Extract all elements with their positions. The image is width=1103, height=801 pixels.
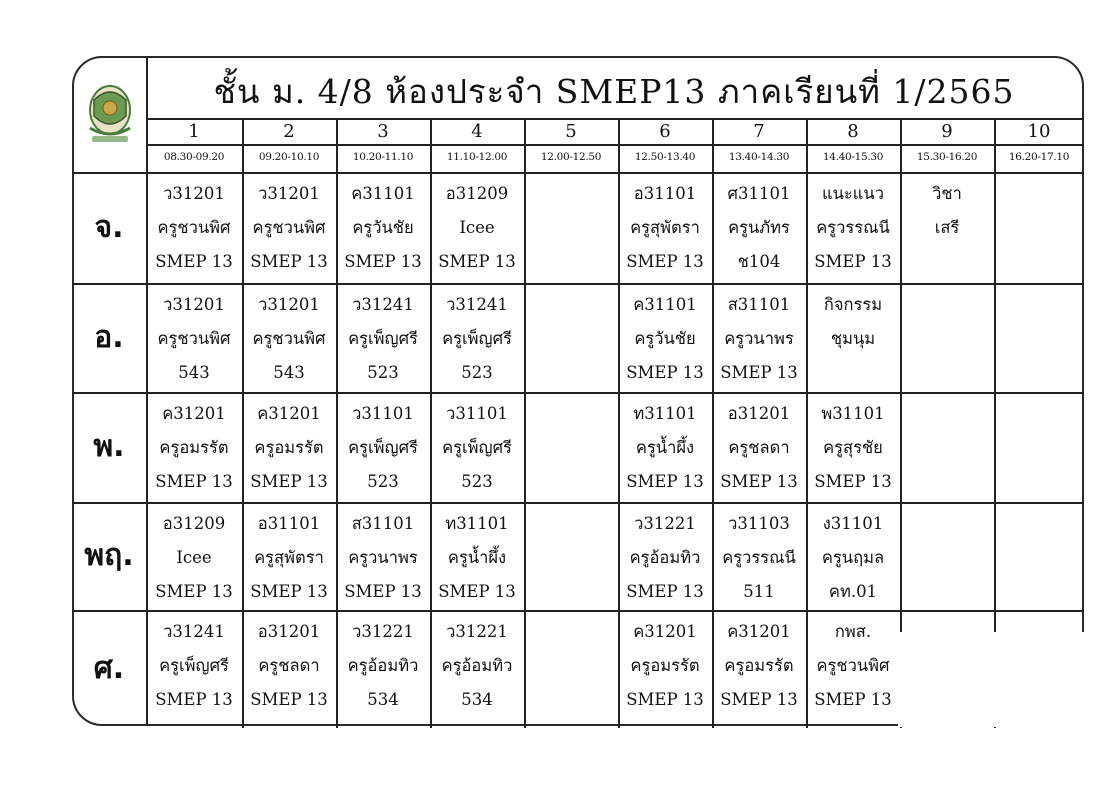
subject-code: ท31101 [633,404,697,423]
timetable-cell [242,288,336,391]
timetable-cell [146,177,242,282]
teacher-name [524,431,618,465]
timetable-cell [618,177,712,282]
timetable-cell [430,177,524,282]
subject-code [994,397,1084,431]
timetable-cell [900,288,994,391]
room-label: SMEP 13 [250,472,328,491]
timetable-cell [146,288,242,391]
timetable-cell [524,177,618,282]
teacher-name: ครูวนาพร [348,548,418,567]
timetable-cell [146,615,242,727]
day-label: จ. [94,210,124,245]
subject-code [524,615,618,649]
teacher-name: ครูเพ็ญศรี [442,329,512,348]
room-label: 534 [461,690,493,709]
teacher-name: ครูอ้อมทิว [347,656,419,675]
room-label: SMEP 13 [626,252,704,271]
teacher-name: ครูอมรรัต [159,438,229,457]
grid-line [72,610,1084,612]
subject-code [524,288,618,322]
teacher-name: ครูน้ำผึ้ง [635,438,695,457]
subject-code: อ31209 [162,514,226,533]
blank-corner [898,632,1088,727]
period-number: 5 [565,121,577,142]
room-label: 543 [178,363,210,382]
timetable-cell [994,288,1084,391]
teacher-name: ครูวนาพร [724,329,794,348]
subject-code: ว31221 [352,622,414,641]
teacher-name [994,431,1084,465]
room-label [524,683,618,717]
timetable-cell [336,507,430,609]
timetable-cell [618,288,712,391]
subject-code [994,288,1084,322]
subject-code: ว31201 [258,295,320,314]
school-emblem-icon [82,80,138,150]
subject-code: กิจกรรม [823,295,883,314]
timetable-cell [524,507,618,609]
timetable-cell [806,177,900,282]
teacher-name: ครูชวนพิศ [157,329,231,348]
room-label: SMEP 13 [720,690,798,709]
period-time: 11.10-12.00 [446,151,508,163]
teacher-name: ครูน้ำผึ้ง [447,548,507,567]
blank-bottom-strip [740,728,1103,801]
period-number: 2 [283,121,295,142]
timetable-cell [712,177,806,282]
subject-code [900,507,994,541]
room-label: คท.01 [828,582,878,601]
teacher-name: ครูนฤมล [821,548,885,567]
timetable-cell [242,615,336,727]
page-title: ชั้น ม. 4/8 ห้องประจำ SMEP13 ภาคเรียนที่ 1/2565 [213,72,1015,111]
timetable-cell [524,615,618,727]
subject-code: ค31201 [162,404,226,423]
timetable-cell [712,397,806,501]
subject-code: ว31241 [352,295,414,314]
period-number: 10 [1027,121,1051,142]
timetable-cell [806,507,900,609]
teacher-name: เสรี [934,218,960,237]
room-label [524,245,618,279]
grid-line [72,502,1084,504]
timetable-cell [712,288,806,391]
subject-code: อ31209 [445,184,509,203]
room-label [994,575,1084,609]
subject-code: ว31241 [163,622,225,641]
timetable-cell [430,615,524,727]
period-time: 10.20-11.10 [352,151,414,163]
timetable-cell [900,397,994,501]
subject-code: ว31101 [352,404,414,423]
room-label: SMEP 13 [626,690,704,709]
timetable-cell [242,397,336,501]
subject-code: ค31101 [633,295,697,314]
room-label: SMEP 13 [438,252,516,271]
room-label: 511 [743,582,775,601]
room-label: SMEP 13 [155,472,233,491]
room-label [994,356,1084,390]
day-label: พฤ. [84,538,134,573]
teacher-name: ครูอมรรัต [724,656,794,675]
teacher-name: Icee [459,218,495,237]
teacher-name: ครูอมรรัต [630,656,700,675]
timetable-cell [336,397,430,501]
room-label: ช104 [737,252,781,271]
period-number: 1 [188,121,200,142]
period-number: 8 [847,121,859,142]
period-number: 6 [659,121,671,142]
room-label: SMEP 13 [155,582,233,601]
timetable-cell [524,288,618,391]
room-label [994,465,1084,499]
timetable-cell [430,397,524,501]
subject-code: วิชา [932,184,962,203]
timetable-cell [242,507,336,609]
room-label: 543 [273,363,305,382]
room-label [524,356,618,390]
teacher-name: ครูนภัทร [728,218,790,237]
teacher-name [524,211,618,245]
teacher-name [900,541,994,575]
timetable-cell [618,615,712,727]
teacher-name [994,541,1084,575]
room-label: 534 [367,690,399,709]
period-time: 14.40-15.30 [822,151,884,163]
teacher-name: ครูชลดา [258,656,320,675]
teacher-name: ครูวันชัย [634,329,696,348]
room-label: 523 [461,363,493,382]
timetable-cell [146,507,242,609]
period-time: 15.30-16.20 [916,151,978,163]
teacher-name: ครูชวนพิศ [157,218,231,237]
period-number: 3 [377,121,389,142]
room-label [900,245,994,279]
subject-code: ค31201 [727,622,791,641]
teacher-name: ครูวันชัย [352,218,414,237]
room-label [524,465,618,499]
subject-code: ค31101 [351,184,415,203]
subject-code: อ31201 [727,404,791,423]
grid-line [72,283,1084,285]
room-label: SMEP 13 [814,690,892,709]
teacher-name [900,322,994,356]
period-number: 4 [471,121,483,142]
subject-code: อ31101 [257,514,321,533]
subject-code: ว31201 [163,184,225,203]
teacher-name: ครูชลดา [728,438,790,457]
timetable-cell [336,615,430,727]
teacher-name: ครูเพ็ญศรี [159,656,229,675]
period-number: 7 [753,121,765,142]
timetable-cell [806,397,900,501]
subject-code: อ31201 [257,622,321,641]
subject-code: อ31101 [633,184,697,203]
teacher-name: ครูเพ็ญศรี [442,438,512,457]
subject-code: ศ31101 [727,184,791,203]
subject-code: ง31101 [822,514,884,533]
subject-code: ว31101 [446,404,508,423]
timetable-cell [806,288,900,391]
subject-code: ส31101 [351,514,415,533]
room-label: SMEP 13 [155,252,233,271]
period-time: 12.00-12.50 [540,151,602,163]
room-label: SMEP 13 [438,582,516,601]
teacher-name: ครูชวนพิศ [816,656,890,675]
subject-code: ว31221 [634,514,696,533]
room-label [994,245,1084,279]
room-label: 523 [367,363,399,382]
room-label: SMEP 13 [720,363,798,382]
room-label: 523 [367,472,399,491]
timetable-cell [712,615,806,727]
subject-code [524,177,618,211]
teacher-name: ครูเพ็ญศรี [348,329,418,348]
teacher-name [524,322,618,356]
subject-code [994,177,1084,211]
teacher-name [524,649,618,683]
room-label: SMEP 13 [814,252,892,271]
period-time: 12.50-13.40 [634,151,696,163]
subject-code: ว31201 [258,184,320,203]
subject-code: กพส. [834,622,872,641]
room-label [900,575,994,609]
room-label [900,465,994,499]
teacher-name: ชุมนุม [830,329,876,348]
subject-code [900,288,994,322]
period-time: 16.20-17.10 [1008,151,1070,163]
teacher-name: ครูสุพัตรา [630,218,700,237]
subject-code: ว31201 [163,295,225,314]
teacher-name: Icee [176,548,212,567]
subject-code [900,397,994,431]
teacher-name: ครูสุพัตรา [254,548,324,567]
room-label [524,575,618,609]
room-label: 523 [461,472,493,491]
room-label: SMEP 13 [626,363,704,382]
subject-code: ท31101 [445,514,509,533]
timetable-cell [242,177,336,282]
subject-code: แนะแนว [822,184,884,203]
timetable-cell [900,507,994,609]
timetable-cell [618,507,712,609]
day-label: ศ. [93,651,125,686]
room-label [900,356,994,390]
grid-line [146,118,1084,120]
period-time: 13.40-14.30 [728,151,790,163]
subject-code [524,397,618,431]
period-time: 09.20-10.10 [258,151,320,163]
room-label: SMEP 13 [720,472,798,491]
room-label: SMEP 13 [814,472,892,491]
teacher-name: ครูชวนพิศ [252,218,326,237]
timetable-cell [900,177,994,282]
grid-line [72,172,1084,174]
subject-code: ค31201 [633,622,697,641]
teacher-name [900,431,994,465]
subject-code [524,507,618,541]
subject-code [994,507,1084,541]
grid-line [72,392,1084,394]
teacher-name [994,211,1084,245]
timetable-cell [994,177,1084,282]
subject-code: พ31101 [821,404,885,423]
teacher-name: ครูอ้อมทิว [629,548,701,567]
room-label: SMEP 13 [250,690,328,709]
teacher-name: ครูวรรณนี [816,218,890,237]
room-label: SMEP 13 [155,690,233,709]
timetable-cell [618,397,712,501]
teacher-name [524,541,618,575]
day-label: พ. [93,429,125,464]
timetable-cell [430,288,524,391]
room-label: SMEP 13 [626,582,704,601]
timetable-cell [336,177,430,282]
teacher-name: ครูวรรณนี [722,548,796,567]
timetable-cell [806,615,900,727]
period-number: 9 [941,121,953,142]
timetable-cell [994,397,1084,501]
room-label: SMEP 13 [250,582,328,601]
teacher-name: ครูอ้อมทิว [441,656,513,675]
timetable-cell [994,507,1084,609]
room-label: SMEP 13 [626,472,704,491]
day-label: อ. [94,320,124,355]
subject-code: ว31241 [446,295,508,314]
period-time: 08.30-09.20 [163,151,225,163]
timetable-cell [524,397,618,501]
timetable-cell [336,288,430,391]
subject-code: ส31101 [727,295,791,314]
teacher-name [994,322,1084,356]
room-label: SMEP 13 [344,582,422,601]
room-label: SMEP 13 [250,252,328,271]
room-label [806,356,900,390]
teacher-name: ครูชวนพิศ [252,329,326,348]
subject-code: ค31201 [257,404,321,423]
teacher-name: ครูอมรรัต [254,438,324,457]
teacher-name: ครูเพ็ญศรี [348,438,418,457]
teacher-name: ครูสุรชัย [823,438,883,457]
room-label: SMEP 13 [344,252,422,271]
subject-code: ว31103 [728,514,790,533]
timetable-cell [146,397,242,501]
timetable-cell [430,507,524,609]
subject-code: ว31221 [446,622,508,641]
timetable-cell [712,507,806,609]
